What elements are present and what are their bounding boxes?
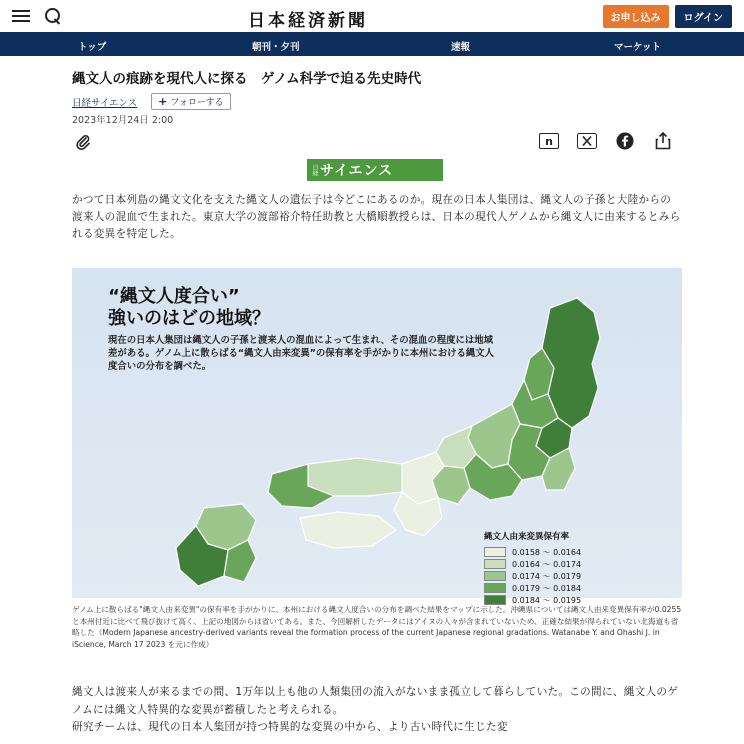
x-logo-icon	[577, 133, 597, 149]
plus-icon: +	[158, 95, 168, 108]
nikkei-share-button[interactable]	[538, 132, 560, 150]
nav-bar	[0, 32, 744, 56]
figure-title-line2: 強いのはどの地域？	[108, 308, 270, 329]
body-paragraph: 縄文人は渡来人が来るまでの間、1万年以上も他の人類集団の流入がないまま孤立して暮らしていた。この間に、縄文人のゲノムには縄文人特異的な変異が蓄積したと考えられる。	[72, 686, 679, 716]
legend-item	[484, 582, 581, 594]
brand-logo-small: 日経	[311, 164, 318, 176]
nav-item-breaking[interactable]: 速報	[451, 42, 471, 53]
figure-caption: ゲノム上に散らばる"縄文人由来変異"の保有率を手がかりに、本州における縄文人度合いの分布を調べた結果をマップに示した。沖縄県については縄文人由来変異保有率が0.0255と本州付近に比べて飛び抜けて高く、上記の地図からは省いてある。また、今回解析したデータにはアイヌの人々が含まれていないため、正確な結果が得られていない北海道も省略した（Modern Japanese ancestry-derived variants reveal the formation process of the current Japanese regional gradations. Watanabe Y. and Ohashi J. in iScience, March 17 2023 を元に作成）	[72, 605, 682, 649]
legend-item	[484, 558, 581, 570]
facebook-icon	[616, 132, 634, 150]
share-export-button[interactable]	[652, 132, 674, 150]
paperclip-icon[interactable]	[76, 134, 90, 150]
hamburger-menu-icon[interactable]	[12, 10, 30, 22]
map-region	[308, 458, 402, 496]
facebook-share-button[interactable]	[614, 132, 636, 150]
legend-label: 0.0174 ～ 0.0179	[512, 571, 582, 581]
map-legend	[484, 530, 581, 606]
publish-date: 2023年12月24日 2:00	[72, 115, 174, 126]
share-row	[72, 132, 682, 152]
top-bar-left	[12, 7, 62, 25]
search-icon[interactable]	[44, 7, 62, 25]
legend-swatch	[484, 571, 506, 581]
figure-description: 現在の日本人集団は縄文人の子孫と渡来人の混血によって生まれ、その混血の程度には地域差がある。ゲノム上に散らばる“縄文人由来変異”の保有率を手がかりに本州における縄文人度合いの分布を調べた。	[108, 335, 495, 372]
legend-label: 0.0179 ～ 0.0184	[512, 583, 582, 593]
source-link[interactable]: 日経サイエンス	[72, 97, 138, 109]
legend-label: 0.0164 ～ 0.0174	[512, 559, 582, 569]
legend-item	[484, 570, 581, 582]
share-upload-icon	[655, 132, 671, 150]
site-logo[interactable]: 日本経済新聞	[248, 11, 368, 31]
share-icons	[538, 132, 674, 150]
nav-item-paper[interactable]: 朝刊・夕刊	[252, 42, 300, 53]
body-paragraph: 研究チームは、現代の日本人集団が持つ特異的な変異の中から、より古い時代に生じた変	[72, 721, 508, 733]
article-headline: 縄文人の痕跡を現代人に探る ゲノム科学で迫る先史時代	[72, 71, 422, 87]
follow-button[interactable]	[151, 93, 230, 110]
figure-title-line1: “縄文人度合い”	[108, 286, 240, 307]
legend-swatch	[484, 547, 506, 557]
nikkei-n-icon: n	[539, 133, 559, 149]
x-share-button[interactable]	[576, 132, 598, 150]
legend-title: 縄文人由来変異保有率	[484, 532, 570, 542]
legend-label: 0.0158 ～ 0.0164	[512, 547, 582, 557]
map-region	[300, 512, 396, 548]
nav-item-top[interactable]: トップ	[78, 42, 107, 53]
nikkei-science-logo	[307, 159, 443, 181]
article-lead: かつて日本列島の縄文文化を支えた縄文人の遺伝子は今どこにあるのか。現在の日本人集団は、縄文人の子孫と大陸からの渡来人の混血で生まれた。東京大学の渡部裕介特任助教と大橋順教授らは、日本の現代人ゲノムから縄文人に由来するとみられる変異を特定した。	[72, 194, 681, 240]
legend-swatch	[484, 559, 506, 569]
brand-logo-big: サイエンス	[320, 163, 394, 179]
legend-swatch	[484, 583, 506, 593]
top-bar	[0, 0, 744, 32]
map-figure	[72, 268, 682, 605]
figure-title	[108, 286, 270, 330]
legend-item	[484, 546, 581, 558]
subscribe-button[interactable]: お申し込み	[603, 5, 669, 28]
legend-label: 0.0184 ～ 0.0195	[512, 595, 582, 605]
source-row	[72, 93, 231, 110]
article-body	[72, 684, 682, 737]
nav-item-market[interactable]: マーケット	[614, 42, 662, 53]
top-bar-right	[603, 5, 733, 28]
follow-label: フォローする	[170, 98, 224, 108]
login-button[interactable]: ログイン	[675, 5, 733, 28]
